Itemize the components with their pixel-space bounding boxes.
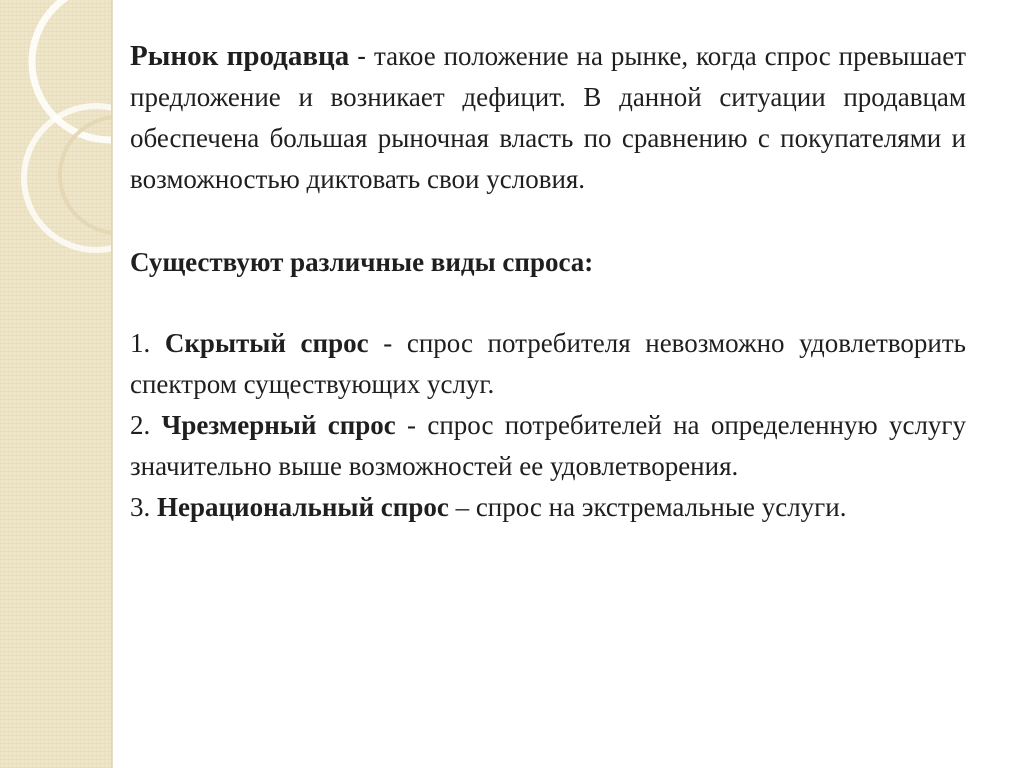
- list-item-number: 2.: [130, 410, 151, 440]
- list-item-dash: –: [455, 492, 470, 522]
- decorative-rings-graphic: [0, 0, 113, 768]
- list-item-text: спрос потребителя невозможно удовлетворить спектром существующих услуг.: [130, 328, 966, 399]
- list-item-number: 3.: [130, 492, 151, 522]
- list-item-term: Скрытый спрос: [164, 328, 369, 358]
- list-item-dash: -: [407, 410, 417, 440]
- definition-term: Рынок продавца: [130, 40, 350, 72]
- list-item-dash: -: [383, 328, 393, 358]
- demand-types-heading: Существуют различные виды спроса:: [130, 247, 594, 277]
- definition-text: такое положение на рынке, когда спрос превышает предложение и возникает дефицит. В данной ситуации продавцам обеспечена большая рыночная власть по сравнению с покупателями и возможностью диктовать свои условия.: [130, 41, 967, 194]
- slide-content: [130, 36, 966, 528]
- decorative-side-panel: [0, 0, 113, 768]
- list-item: [130, 323, 966, 405]
- list-item: [130, 487, 966, 528]
- side-panel-edge: [111, 0, 113, 768]
- list-item: [130, 405, 966, 487]
- list-item-term: Нерациональный спрос: [157, 492, 449, 522]
- demand-types-list: [130, 323, 966, 528]
- list-item-term: Чрезмерный спрос: [161, 410, 396, 440]
- definition-paragraph: [130, 36, 966, 200]
- definition-dash: -: [357, 41, 367, 71]
- list-item-text: спрос потребителей на определенную услугу значительно выше возможностей ее удовлетворения.: [130, 410, 966, 481]
- list-item-number: 1.: [130, 328, 151, 358]
- list-item-text: спрос на экстремальные услуги.: [475, 492, 847, 522]
